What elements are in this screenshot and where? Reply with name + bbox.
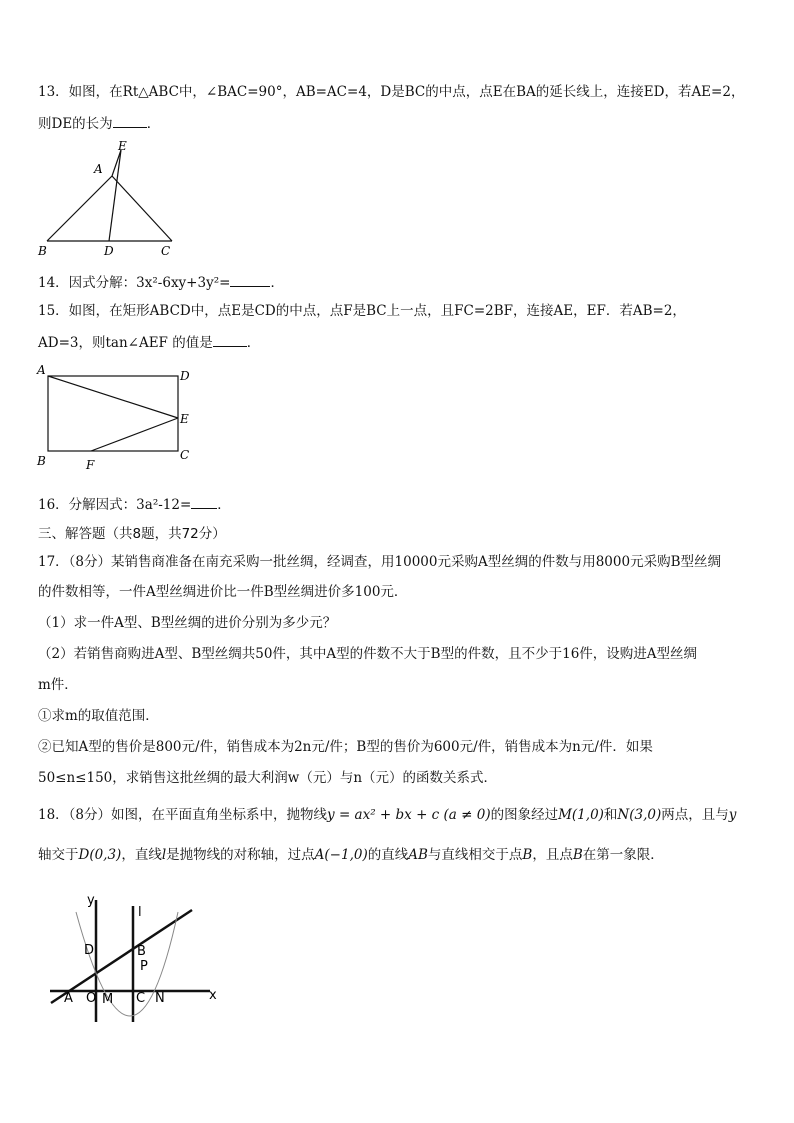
q18-line2: 轴交于D(0,3)，直线l是抛物线的对称轴，过点A(−1,0)的直线AB与直线相交于点B，且点B在第一象限． — [38, 847, 664, 863]
q15-label-a: A — [37, 363, 46, 377]
q15-label-b: B — [37, 454, 46, 468]
section-title: 三、解答题（共8题，共72分） — [38, 526, 226, 542]
q16-text: 16．分解因式：3a²-12= — [38, 497, 192, 513]
q13-label-c: C — [161, 244, 171, 258]
q14-answer-blank — [230, 273, 270, 287]
q14-line: 14．因式分解：3x²-6xy+3y²= ． — [38, 275, 284, 291]
q17-line2: 的件数相等，一件A型丝绸进价比一件B型丝绸进价多100元． — [38, 584, 408, 600]
q18-label-b: B — [137, 944, 146, 959]
q17-sub2-part2-line1: ②已知A型的售价是800元/件，销售成本为2n元/件；B型的售价为600元/件，销售成本为n元/件．如果 — [38, 739, 653, 755]
q15-segment-ae — [48, 376, 178, 418]
q13-line1: 13．如图，在Rt△ABC中，∠BAC=90°，AB=AC=4，D是BC的中点，点E在BA的延长线上，连接ED，若AE=2， — [38, 84, 745, 100]
q15-rectangle — [48, 376, 178, 451]
q17-sub2-line1: （2）若销售商购进A型、B型丝绸共50件，其中A型的件数不大于B型的件数，且不少于16件，设购进A型丝绸 — [38, 646, 698, 662]
q15-label-e: E — [180, 412, 189, 426]
q13-label-a: A — [94, 162, 103, 176]
q18-label-n: N — [155, 991, 165, 1006]
q15-label-f: F — [86, 458, 95, 472]
q17-sub2-part1: ①求m的取值范围． — [38, 708, 159, 724]
q18-label-p: P — [140, 959, 148, 974]
q13-line2: 则DE的长为 ． — [38, 116, 161, 132]
q15-figure — [34, 362, 198, 476]
q18-figure — [46, 890, 226, 1030]
q18-label-y: y — [87, 893, 95, 908]
q18-label-a: A — [64, 991, 73, 1006]
q18-line-ab — [51, 910, 192, 1003]
q13-segment-ac — [112, 176, 172, 241]
q13-segment-ba — [47, 176, 112, 241]
q13-segment-ed — [109, 150, 121, 241]
q18-point-m: M(1,0) — [558, 807, 604, 823]
q15-line2-text: AD=3，则tan∠AEF 的值是 — [38, 335, 213, 351]
q15-line1: 15．如图，在矩形ABCD中，点E是CD的中点，点F是BC上一点，且FC=2BF，连接AE，EF．若AB=2， — [38, 303, 686, 319]
q15-line2: AD=3，则tan∠AEF 的值是 ． — [38, 335, 261, 351]
q17-sub2-part2-line2: 50≤n≤150，求销售这批丝绸的最大利润w（元）与n（元）的函数关系式． — [38, 770, 498, 786]
q18-label-m: M — [102, 992, 114, 1007]
q13-line2-text: 则DE的长为 — [38, 116, 113, 132]
q18-label-l: l — [138, 905, 142, 920]
q18-formula: y = ax² + bx + c (a ≠ 0) — [327, 807, 491, 823]
q15-segment-ef — [91, 418, 178, 451]
q13-label-d: D — [104, 244, 114, 258]
q13-figure — [34, 138, 184, 260]
q18-point-d: D(0,3) — [78, 847, 122, 863]
q17-line1: 17．（8分）某销售商准备在南充采购一批丝绸，经调查，用10000元采购A型丝绸的件数与用8000元采购B型丝绸 — [38, 554, 721, 570]
q13-label-b: B — [38, 244, 47, 258]
q18-point-a: A(−1,0) — [314, 847, 368, 863]
q15-label-c: C — [180, 448, 190, 462]
q14-text: 14．因式分解：3x²-6xy+3y²= — [38, 275, 231, 291]
q18-label-d: D — [84, 943, 95, 958]
q17-sub2-line2: m件． — [38, 677, 78, 693]
q17-sub1: （1）求一件A型、B型丝绸的进价分别为多少元？ — [38, 615, 337, 631]
q16-line: 16．分解因式：3a²-12= ． — [38, 497, 231, 513]
q18-point-n: N(3,0) — [617, 807, 662, 823]
q16-answer-blank — [191, 495, 217, 509]
q18-label-x: x — [209, 988, 217, 1003]
q15-answer-blank — [213, 333, 247, 347]
q15-label-d: D — [180, 369, 190, 383]
q13-answer-blank — [113, 114, 147, 128]
q18-line1: 18．（8分）如图，在平面直角坐标系中，抛物线y = ax² + bx + c (a ≠ 0)的图象经过M(1,0)和N(3,0)两点，且与y — [38, 807, 737, 823]
q18-label-c: C — [136, 991, 146, 1006]
q18-label-o: O — [86, 991, 97, 1006]
q13-label-e: E — [118, 139, 127, 153]
